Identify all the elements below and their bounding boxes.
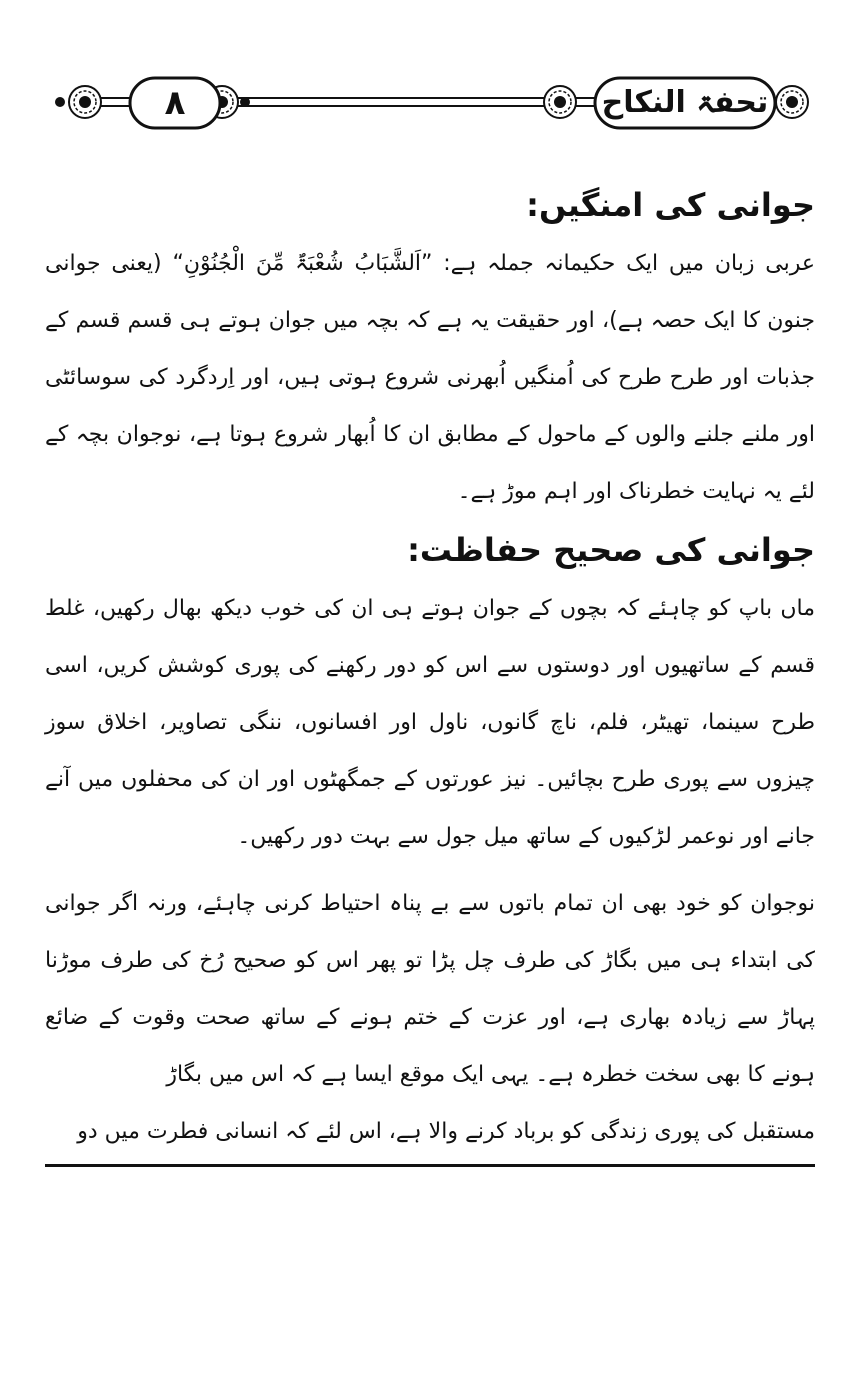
section-heading: جوانی کی امنگیں: [526, 186, 815, 224]
section-heading: جوانی کی صحیح حفاظت: [407, 531, 815, 569]
paragraph: ماں باپ کو چاہئے کہ بچوں کے جوان ہوتے ہی ان کی خوب دیکھ بھال رکھیں، غلط قسم کے ساتھیوں اور دوستوں سے اس کو دور رکھنے کی پوری کوشش کریں، اسی طرح سینما، تھیٹر، فلم، ناچ گانوں، ناول اور افسانوں، ننگی تصاویر، اخلاق سوز چیزوں سے پوری طرح بچائیں۔ نیز عورتوں کے جمگھٹوں اور ان کی محفلوں میں آنے جانے اور نوعمر لڑکیوں کے ساتھ میل جول سے بہت دور رکھیں۔ [45, 596, 815, 849]
floral-ornament-icon [55, 86, 101, 118]
floral-ornament-icon [544, 86, 576, 118]
paragraph: عربی زبان میں ایک حکیمانہ جملہ ہے: ”اَلشَّبَابُ شُعْبَۃٌ مِّنَ الْجُنُوْنِ“ (یعنی جوانی جنون کا ایک حصہ ہے)، اور حقیقت یہ ہے کہ بچہ میں جوان ہوتے ہی قسم قسم کے جذبات اور طرح طرح کی اُمنگیں اُبھرنی شروع ہوتی ہیں، اور اِردگرد کی سوسائٹی اور ملنے جلنے والوں کے ماحول کے مطابق ان کا اُبھار شروع ہوتا ہے، نوجوان بچہ کے لئے یہ نہایت خطرناک اور اہم موڑ ہے۔ [45, 251, 815, 504]
page-content [45, 175, 815, 1167]
page-number: ۸ [164, 83, 186, 123]
last-line: مستقبل کی پوری زندگی کو برباد کرنے والا ہے، اس لئے کہ انسانی فطرت میں دو [45, 1103, 815, 1167]
paragraph: نوجوان کو خود بھی ان تمام باتوں سے بے پناہ احتیاط کرنی چاہئے، ورنہ اگر جوانی کی ابتداء ہی میں بگاڑ کی طرف چل پڑا تو پھر اس کو صحیح رُخ کی طرف موڑنا پہاڑ سے زیادہ بھاری ہے، اور عزت کے ختم ہونے کے ساتھ صحت وقوت کے ضائع ہونے کا بھی سخت خطرہ ہے۔ یہی ایک موقع ایسا ہے کہ اس میں بگاڑ [45, 891, 815, 1087]
book-title: تحفۃ النکاح [601, 85, 769, 120]
floral-ornament-icon [776, 86, 808, 118]
page-header [40, 60, 820, 150]
